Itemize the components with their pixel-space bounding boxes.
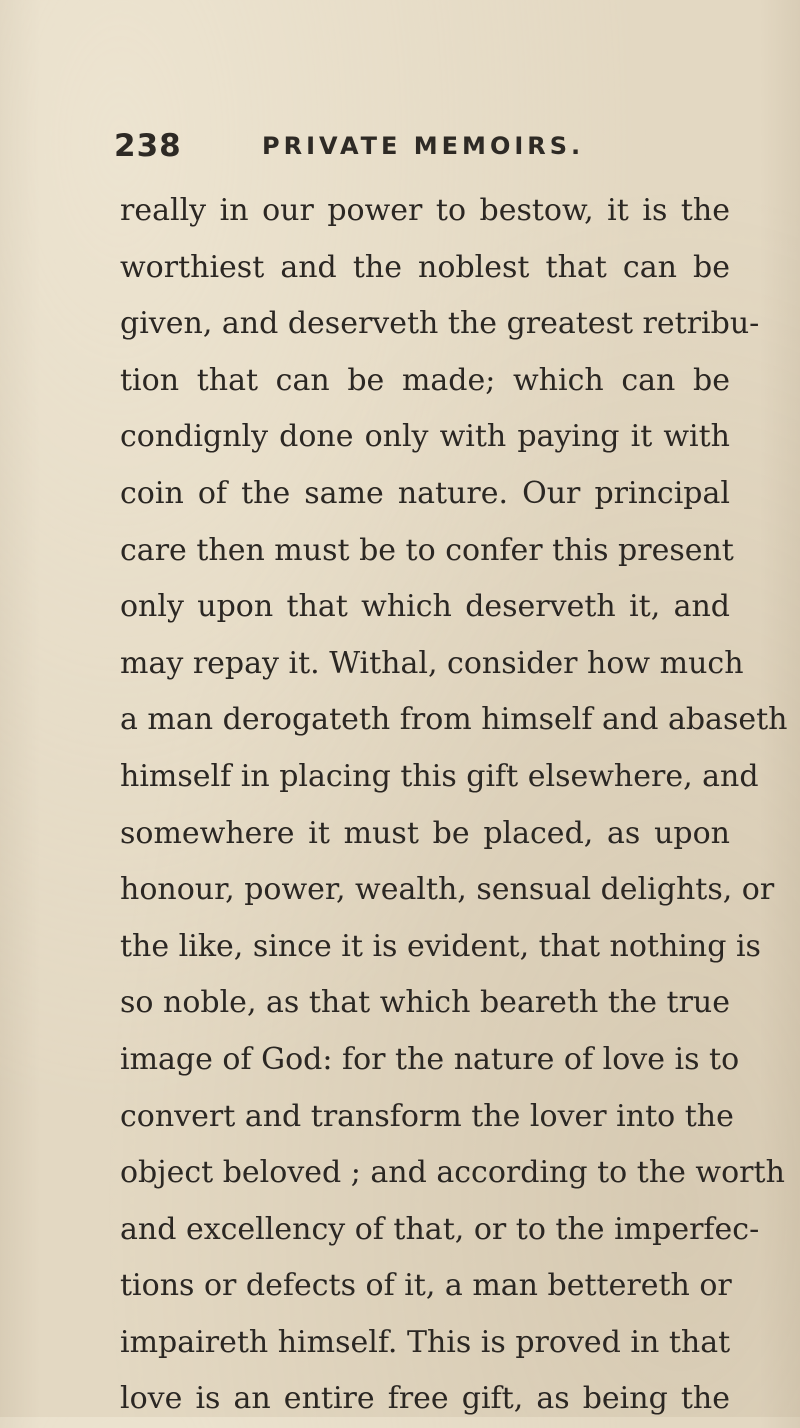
text-line: and excellency of that, or to the imperfec-: [120, 1211, 760, 1247]
text-line: condignly done only with paying it with: [120, 419, 730, 455]
text-line: love is an entire free gift, as being the: [120, 1381, 730, 1417]
text-line: only upon that which deserveth it, and: [120, 589, 730, 625]
running-head: [106, 128, 730, 168]
text-line: convert and transform the lover into the: [120, 1098, 734, 1134]
page-number: 238: [114, 128, 182, 164]
text-line: a man derogateth from himself and abaseth: [120, 702, 788, 738]
text-line: may repay it. Withal, consider how much: [120, 645, 744, 681]
body-text: [120, 183, 788, 1428]
text-line: care then must be to confer this present: [120, 532, 734, 568]
text-line: himself in placing this gift elsewhere, and: [120, 758, 759, 794]
text-line: object beloved ; and according to the worth: [120, 1155, 785, 1191]
text-line: impaireth himself. This is proved in that: [120, 1324, 731, 1360]
text-line: really in our power to bestow, it is the: [120, 193, 730, 228]
text-line: somewhere it must be placed, as upon: [120, 815, 730, 851]
text-line: given, and deserveth the greatest retribu-: [120, 306, 760, 342]
running-title: PRIVATE MEMOIRS.: [262, 132, 585, 160]
text-line: tion that can be made; which can be: [120, 362, 730, 398]
text-line: worthiest and the noblest that can be: [120, 249, 730, 285]
text-line: image of God: for the nature of love is to: [120, 1041, 740, 1077]
text-line: honour, power, wealth, sensual delights, or: [120, 872, 775, 908]
text-line: the like, since it is evident, that nothing is: [120, 928, 761, 964]
text-line: coin of the same nature. Our principal: [120, 475, 730, 511]
text-line: so noble, as that which beareth the true: [120, 985, 730, 1021]
text-line: tions or defects of it, a man bettereth or: [120, 1268, 732, 1304]
